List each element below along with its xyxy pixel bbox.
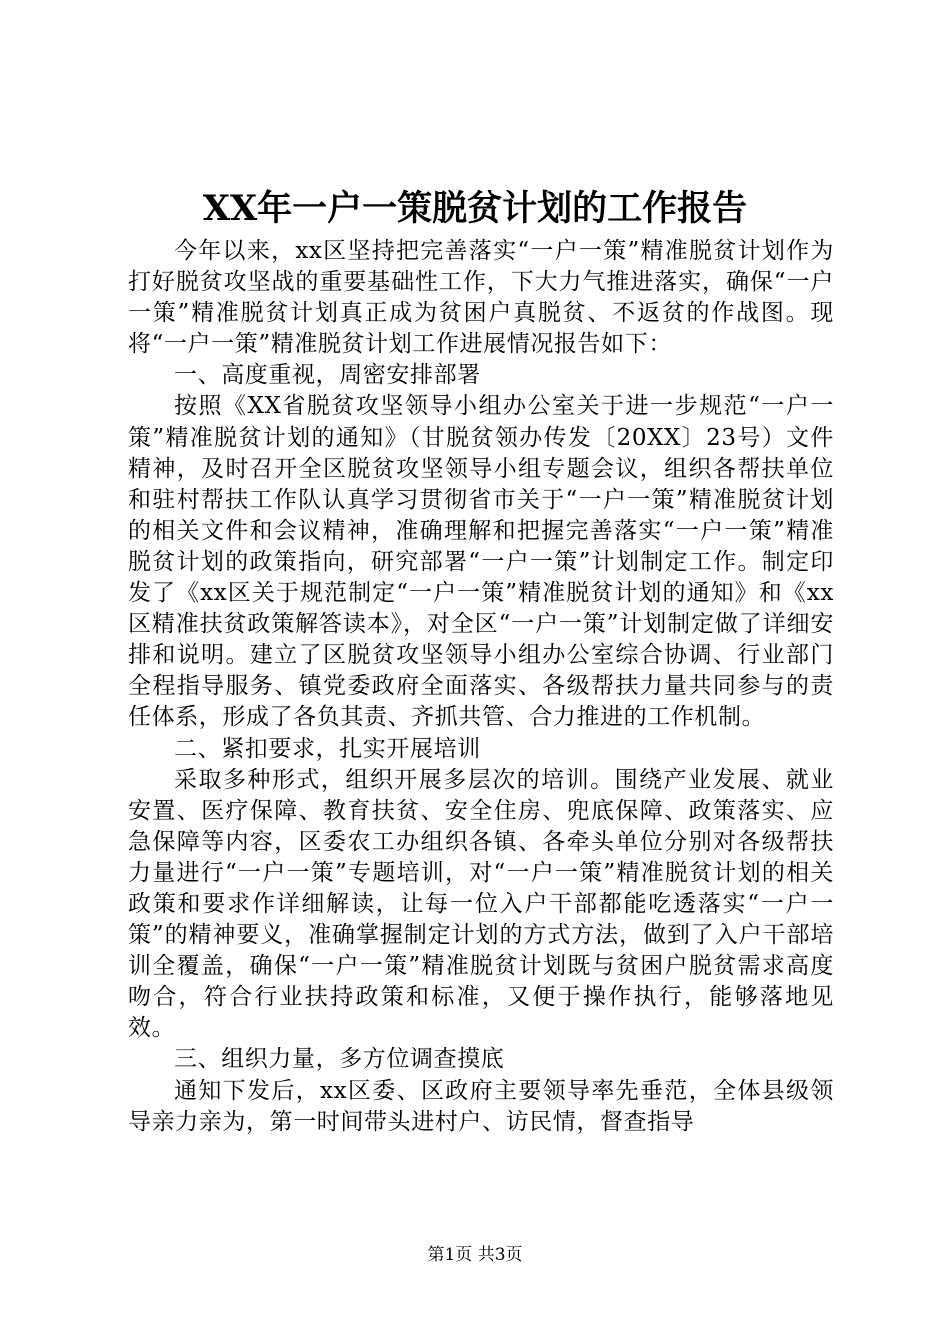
document-body (128, 236, 834, 1138)
section-heading-2: 二、紧扣要求，扎实开展培训 (174, 735, 481, 762)
paragraph-intro: 今年以来，xx区坚持把完善落实“一户一策”精准脱贫计划作为打好脱贫攻坚战的重要基础性工作，下大力气推进落实，确保“一户一策”精准脱贫计划真正成为贫困户真脱贫、不返贫的作战图。现将“一户一策”精准脱贫计划工作进展情况报告如下： (128, 238, 834, 358)
document-title: XX年一户一策脱贫计划的工作报告 (202, 188, 748, 229)
section-heading-3: 三、组织力量，多方位调查摸底 (174, 1046, 505, 1073)
paragraph-section-3: 通知下发后，xx区委、区政府主要领导率先垂范，全体县级领导亲力亲为，第一时间带头进村户、访民情，督查指导 (128, 1077, 834, 1135)
paragraph-section-1: 按照《XX省脱贫攻坚领导小组办公室关于进一步规范“一户一策”精准脱贫计划的通知》（甘脱贫领办传发〔20XX〕23号）文件精神，及时召开全区脱贫攻坚领导小组专题会议，组织各帮扶单位和驻村帮扶工作队认真学习贯彻省市关于“一户一策”精准脱贫计划的相关文件和会议精神，准确理解和把握完善落实“一户一策”精准脱贫计划的政策指向，研究部署“一户一策”计划制定工作。制定印发了《xx区关于规范制定“一户一策”精准脱贫计划的通知》和《xx区精准扶贫政策解答读本》，对全区“一户一策”计划制定做了详细安排和说明。建立了区脱贫攻坚领导小组办公室综合协调、行业部门全程指导服务、镇党委政府全面落实、各级帮扶力量共同参与的责任体系，形成了各负其责、齐抓共管、合力推进的工作机制。 (128, 393, 834, 731)
section-heading-1: 一、高度重视，周密安排部署 (174, 362, 481, 389)
page-number-footer: 第1页 共3页 (427, 1245, 523, 1265)
paragraph-section-2: 采取多种形式，组织开展多层次的培训。围绕产业发展、就业安置、医疗保障、教育扶贫、安全住房、兜底保障、政策落实、应急保障等内容，区委农工办组织各镇、各牵头单位分别对各级帮扶力量进行“一户一策”专题培训，对“一户一策”精准脱贫计划的相关政策和要求作详细解读，让每一位入户干部都能吃透落实“一户一策”的精神要义，准确掌握制定计划的方式方法，做到了入户干部培训全覆盖，确保“一户一策”精准脱贫计划既与贫困户脱贫需求高度吻合，符合行业扶持政策和标准，又便于操作执行，能够落地见效。 (128, 766, 834, 1042)
